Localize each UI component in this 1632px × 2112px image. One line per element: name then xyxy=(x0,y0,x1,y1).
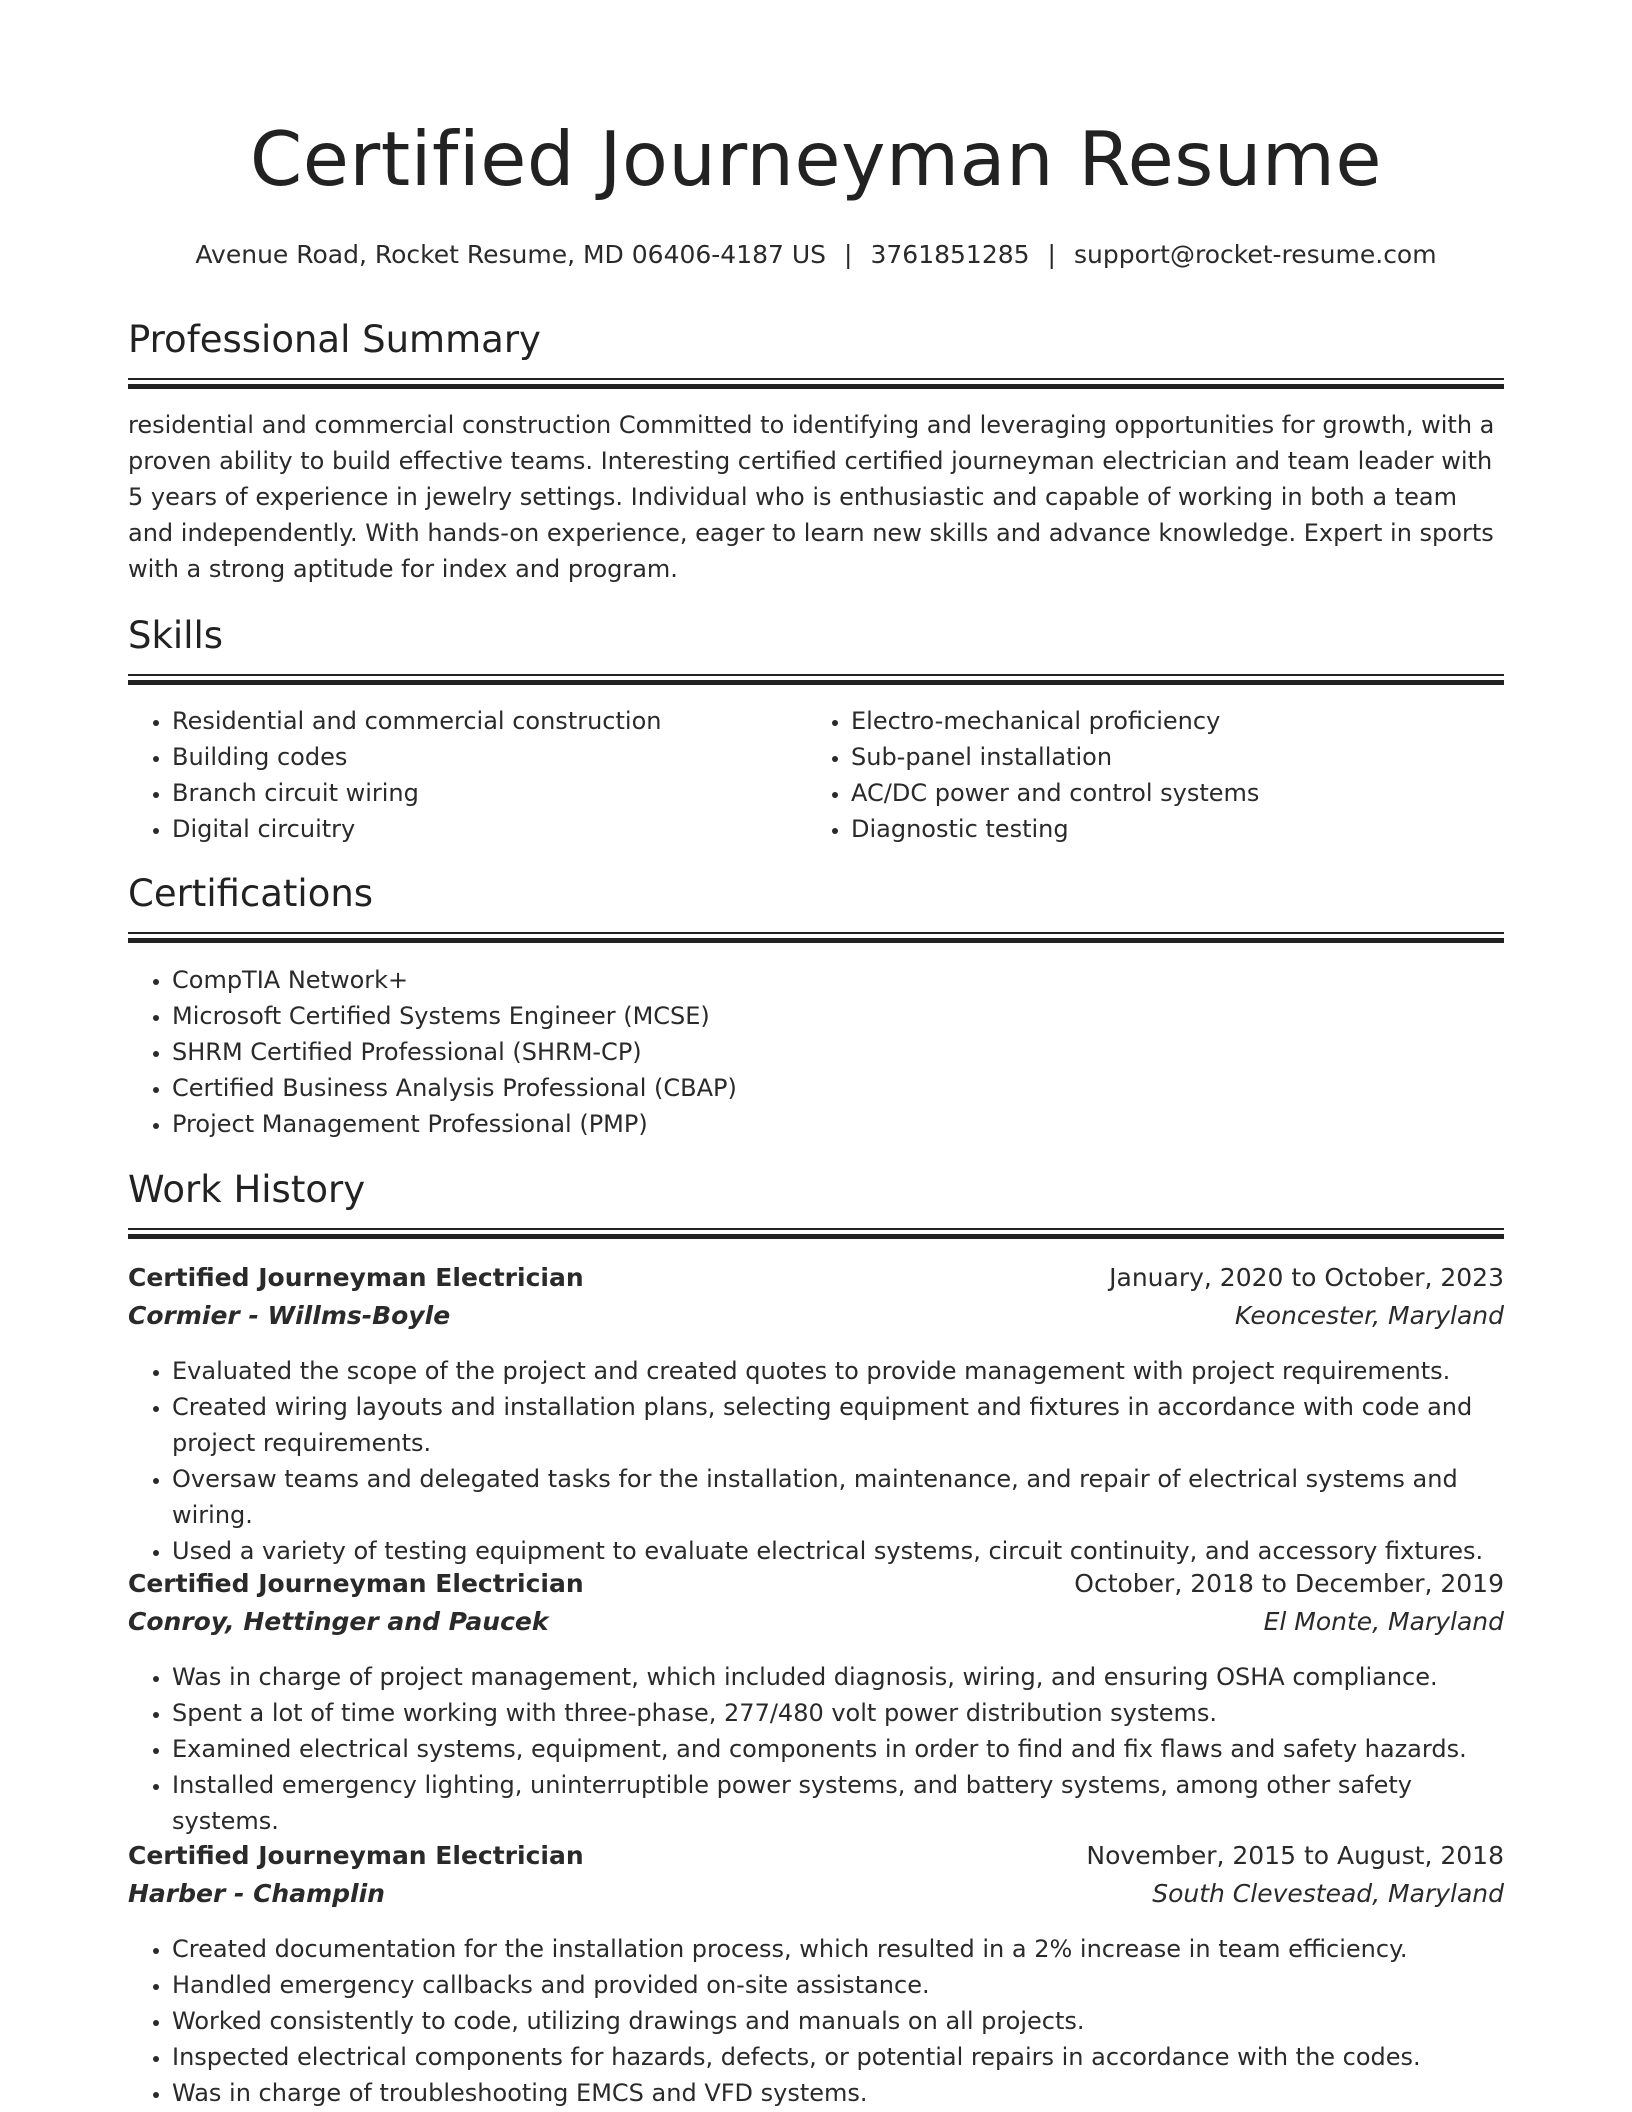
contact-address: Avenue Road, Rocket Resume, MD 06406-4187 US xyxy=(195,240,827,269)
contact-phone: 3761851285 xyxy=(870,240,1030,269)
certification-item: • Microsoft Certified Systems Engineer (MCSE) xyxy=(172,998,1502,1034)
skill-item: • Branch circuit wiring xyxy=(172,775,812,811)
job-bullet: • Worked consistently to code, utilizing drawings and manuals on all projects. xyxy=(172,2003,1504,2039)
job-bullet: • Was in charge of project management, which included diagnosis, wiring, and ensuring OSHA compliance. xyxy=(172,1659,1504,1695)
skill-item: • Residential and commercial construction xyxy=(172,703,812,739)
section-title-work-history: Work History xyxy=(128,1168,366,1211)
job-bullet: • Evaluated the scope of the project and created quotes to provide management with project requirements. xyxy=(172,1353,1504,1389)
job-title: Certified Journeyman Electrician xyxy=(128,1263,584,1292)
job-bullet: • Was in charge of troubleshooting EMCS and VFD systems. xyxy=(172,2075,1504,2111)
job-company: Conroy, Hettinger and Paucek xyxy=(128,1607,549,1636)
job-bullet: • Used a variety of testing equipment to evaluate electrical systems, circuit continuity, and accessory fixtures. xyxy=(172,1533,1504,1569)
section-divider xyxy=(128,378,1504,389)
skill-item: • Digital circuitry xyxy=(172,811,812,847)
job-location: Keoncester, Maryland xyxy=(1234,1301,1504,1330)
job-location: El Monte, Maryland xyxy=(1263,1607,1504,1636)
job-dates: January, 2020 to October, 2023 xyxy=(1109,1263,1504,1292)
certifications-list xyxy=(128,962,1502,1142)
job-bullet: • Oversaw teams and delegated tasks for the installation, maintenance, and repair of electrical systems and wiring. xyxy=(172,1461,1504,1533)
contact-separator: | xyxy=(1047,240,1056,269)
skill-item: • Building codes xyxy=(172,739,812,775)
job-dates: October, 2018 to December, 2019 xyxy=(1074,1569,1504,1598)
skill-item: • AC/DC power and control systems xyxy=(851,775,1511,811)
job-bullet: • Spent a lot of time working with three-phase, 277/480 volt power distribution systems. xyxy=(172,1695,1504,1731)
certification-item: • SHRM Certified Professional (SHRM-CP) xyxy=(172,1034,1502,1070)
section-divider xyxy=(128,932,1504,943)
certification-item: • Project Management Professional (PMP) xyxy=(172,1106,1502,1142)
summary-text: residential and commercial construction Committed to identifying and leveraging opportunities for growth, with a proven ability to build effective teams. Interesting certified certified journeyman electrician and team leader with 5 years of experience in jewelry settings. Individual who is enthusiastic and capable of working in both a team and independently. With hands-on experience, eager to learn new skills and advance knowledge. Expert in sports with a strong aptitude for index and program. xyxy=(128,411,1495,583)
job-company: Harber - Champlin xyxy=(128,1879,385,1908)
job-location: South Clevestead, Maryland xyxy=(1152,1879,1504,1908)
job-title: Certified Journeyman Electrician xyxy=(128,1841,584,1870)
job-bullet: • Created wiring layouts and installation plans, selecting equipment and fixtures in accordance with code and project requirements. xyxy=(172,1389,1504,1461)
section-divider xyxy=(128,1228,1504,1239)
job-bullets xyxy=(128,1659,1504,1839)
job-bullet: • Installed emergency lighting, uninterruptible power systems, and battery systems, among other safety systems. xyxy=(172,1767,1504,1839)
section-divider xyxy=(128,674,1504,685)
skill-item: • Electro-mechanical proficiency xyxy=(851,703,1511,739)
skill-item: • Diagnostic testing xyxy=(851,811,1511,847)
skills-list-right xyxy=(807,703,1511,847)
section-title-summary: Professional Summary xyxy=(128,318,541,361)
section-title-certifications: Certifications xyxy=(128,872,374,915)
job-dates: November, 2015 to August, 2018 xyxy=(1086,1841,1504,1870)
skill-item: • Sub-panel installation xyxy=(851,739,1511,775)
job-bullets xyxy=(128,1353,1504,1569)
resume-title: Certified Journeyman Resume xyxy=(249,115,1383,203)
certification-item: • CompTIA Network+ xyxy=(172,962,1502,998)
job-bullets xyxy=(128,1931,1504,2111)
contact-line xyxy=(128,240,1504,269)
job-company: Cormier - Willms-Boyle xyxy=(128,1301,451,1330)
job-bullet: • Created documentation for the installation process, which resulted in a 2% increase in team efficiency. xyxy=(172,1931,1504,1967)
job-bullet: • Inspected electrical components for hazards, defects, or potential repairs in accordance with the codes. xyxy=(172,2039,1504,2075)
section-title-skills: Skills xyxy=(128,614,224,657)
certification-item: • Certified Business Analysis Professional (CBAP) xyxy=(172,1070,1502,1106)
job-bullet: • Handled emergency callbacks and provided on-site assistance. xyxy=(172,1967,1504,2003)
job-bullet: • Examined electrical systems, equipment, and components in order to find and fix flaws and safety hazards. xyxy=(172,1731,1504,1767)
job-title: Certified Journeyman Electrician xyxy=(128,1569,584,1598)
contact-separator: | xyxy=(844,240,853,269)
skills-list-left xyxy=(128,703,812,847)
contact-email: support@rocket-resume.com xyxy=(1073,240,1437,269)
